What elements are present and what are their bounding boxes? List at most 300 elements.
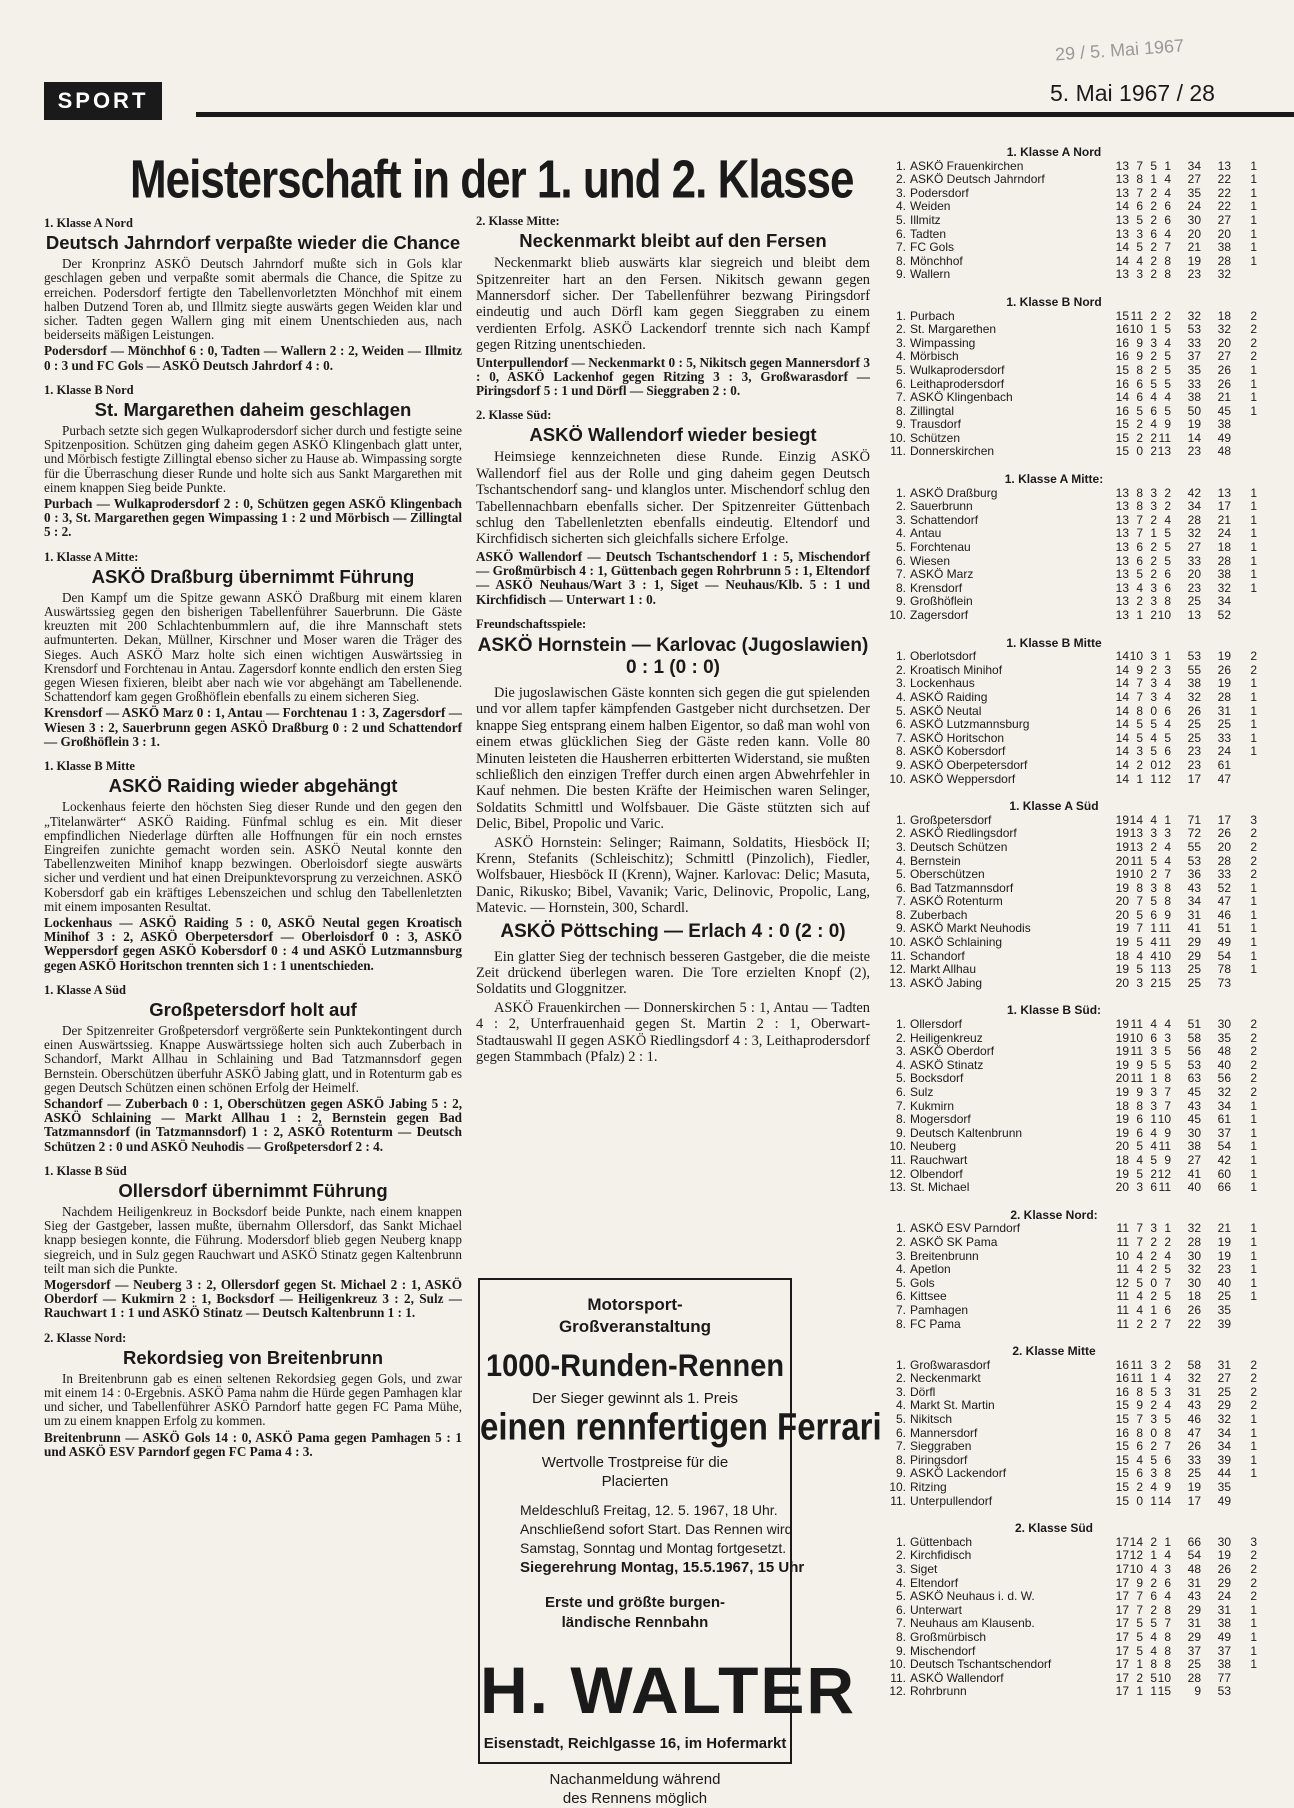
goals-for: 28 [1187,1234,1201,1249]
table-rank: 7. [895,240,906,255]
wins: 5 [1136,1139,1143,1154]
points: 2 [1250,1398,1257,1413]
points: 1 [1250,512,1257,527]
team-name: Piringsdorf [910,1453,968,1467]
team-name: Rauchwart [910,1153,968,1167]
games-played: 17 [1115,1562,1129,1576]
wins: 9 [1136,1057,1143,1072]
points: 1 [1250,1180,1257,1195]
losses: 9 [1164,907,1171,922]
games-played: 18 [1115,1098,1129,1113]
draws: 5 [1150,1152,1157,1167]
losses: 4 [1164,1548,1171,1563]
games-played: 19 [1115,812,1129,827]
league-table [884,146,1294,282]
losses: 4 [1164,390,1171,405]
table-row [884,609,1294,623]
team-name: Wiesen [910,554,951,568]
table-row [884,310,1294,324]
wins: 8 [1136,1384,1143,1399]
draws: 4 [1150,1629,1157,1644]
goals-for: 29 [1187,935,1201,950]
table-row [884,1590,1294,1604]
games-played: 19 [1115,880,1129,895]
points: 1 [1250,526,1257,541]
games-played: 17 [1115,1629,1129,1644]
points: 1 [1250,553,1257,568]
wins: 14 [1129,1534,1143,1549]
losses: 5 [1164,730,1171,745]
losses: 3 [1164,826,1171,841]
games-played: 19 [1115,867,1129,882]
points: 1 [1250,1112,1257,1127]
league-table [884,1345,1294,1508]
goals-for: 53 [1187,322,1201,337]
table-row [884,487,1294,501]
column-2 [476,214,870,1067]
points: 1 [1250,1289,1257,1304]
table-title: 1. Klasse B Nord [1006,294,1102,309]
table-title: 1. Klasse B Süd: [1006,1003,1102,1018]
ad-prize: einen rennfertigen Ferrari [480,1405,882,1448]
goals-against: 26 [1217,662,1231,677]
table-row [884,1154,1294,1168]
article-title: Deutsch Jahrndorf verpaßte wieder die Chance [45,232,461,254]
table-rank: 6. [895,376,906,391]
points: 1 [1250,1152,1257,1167]
table-row [884,1467,1294,1481]
table-row [884,1617,1294,1631]
goals-for: 43 [1187,1098,1201,1113]
table-rank: 12. [889,1684,906,1699]
ad-line: ländische Rennbahn [561,1614,709,1631]
points: 2 [1250,1030,1257,1045]
draws: 2 [1150,430,1157,445]
team-name: Großhöflein [910,595,973,609]
goals-against: 21 [1217,390,1231,405]
losses: 8 [1164,1071,1171,1086]
losses: 4 [1164,185,1171,200]
team-name: Mönchhof [910,254,963,268]
table-row [884,1250,1294,1264]
losses: 2 [1164,1234,1171,1249]
goals-for: 9 [1194,1684,1201,1699]
points: 1 [1250,1275,1257,1290]
points: 2 [1250,1017,1257,1032]
games-played: 14 [1115,240,1129,255]
team-name: Markt Allhau [910,963,977,977]
points: 1 [1250,485,1257,500]
points [1231,977,1257,991]
goals-against: 29 [1217,1398,1231,1413]
goals-for: 28 [1187,1670,1201,1685]
draws: 2 [1150,567,1157,582]
games-played: 13 [1115,512,1129,527]
team-name: Rohrbrunn [910,1685,967,1699]
table-row [884,814,1294,828]
games-played: 16 [1115,1384,1129,1399]
points: 2 [1250,1589,1257,1604]
goals-for: 23 [1187,744,1201,759]
table-rank: 6. [895,1602,906,1617]
table-row [884,909,1294,923]
points: 1 [1250,1248,1257,1263]
goals-for: 19 [1187,417,1201,432]
table-rank: 7. [895,1439,906,1454]
goals-for: 13 [1187,608,1201,622]
draws: 1 [1150,172,1157,187]
article-class: 1. Klasse B Nord [44,382,134,397]
goals-against: 73 [1217,975,1231,990]
draws: 3 [1150,1466,1157,1481]
goals-against: 35 [1217,1030,1231,1045]
wins: 8 [1136,703,1143,718]
goals-against: 35 [1217,1480,1231,1495]
games-played: 15 [1115,430,1129,445]
draws: 2 [1150,362,1157,377]
wins: 5 [1136,1275,1143,1290]
goals-against: 25 [1217,1289,1231,1304]
draws: 5 [1150,376,1157,391]
losses: 15 [1157,975,1171,990]
table-rank: 11. [890,1670,906,1685]
wins: 4 [1136,1248,1143,1263]
wins: 7 [1136,1602,1143,1617]
games-played: 19 [1115,1044,1129,1059]
wins: 1 [1136,1684,1143,1699]
table-row [884,1127,1294,1141]
goals-for: 32 [1187,1262,1201,1277]
team-name: ASKÖ Lackendorf [910,1467,1007,1481]
table-row [884,1304,1294,1318]
points [1231,1318,1257,1332]
wins: 6 [1136,1125,1143,1140]
goals-against: 26 [1217,1562,1231,1576]
table-rank: 8. [895,1629,906,1644]
team-name: Kukmirn [910,1099,955,1113]
advertisement [478,1278,882,1807]
wins: 7 [1136,921,1143,936]
wins: 5 [1136,935,1143,950]
table-rank: 8. [895,580,906,595]
article-class: 1. Klasse B Süd [44,1163,127,1178]
wins: 9 [1136,349,1143,364]
draws: 1 [1150,1493,1157,1508]
article-text: Den Kampf um die Spitze gewann ASKÖ Draßburg mit einem klaren Auswärtssieg gegen den bisherigen Tabellenführer Sauerbrunn. Die Gäste kreuzten mit 200 Schlachtenbummlern auf, die ihre Mannschaft stets aufmunterten. Dekan, Müllner, Kirschner und Moser waren die Träger des Sieges. Auch ASKÖ Marz holte sich einen wichtigen Auswärtssieg in Krensdorf und Forchtenau in Antau. Zagersdorf konnte endlich den ersten Sieg gegen Wiesen fixieren, bleibt aber nach wie vor abgehängt am Tabellenende. Schattendorf kam gegen Großhöflein ebenfalls zu einem sicheren Sieg. [44,589,462,705]
goals-for: 21 [1187,240,1201,255]
team-name: Eltendorf [910,1576,959,1590]
article-title: ASKÖ Draßburg übernimmt Führung [91,565,415,587]
draws: 2 [1150,512,1157,527]
losses: 4 [1164,335,1171,350]
team-name: Krensdorf [910,581,963,595]
goals-against: 27 [1217,349,1231,364]
points: 1 [1250,689,1257,704]
table-row [884,1658,1294,1672]
goals-against: 19 [1217,676,1231,691]
table-row [884,650,1294,664]
team-name: ASKÖ Kobersdorf [910,745,1006,759]
draws: 0 [1150,757,1157,772]
losses: 8 [1164,594,1171,609]
wins: 11 [1130,1357,1143,1372]
table-row [884,228,1294,242]
table-rank: 12. [889,1166,906,1181]
losses: 7 [1164,1085,1171,1099]
goals-against: 28 [1217,253,1231,268]
column-1 [44,216,462,1461]
losses: 5 [1164,1289,1171,1304]
team-name: Bernstein [910,854,961,868]
goals-against: 51 [1217,921,1231,936]
table-row [884,595,1294,609]
wins: 8 [1136,880,1143,895]
table-rank: 5. [895,1412,906,1427]
ad-line: Placierten [601,1473,669,1490]
goals-against: 39 [1217,1316,1231,1331]
wins: 5 [1136,1643,1143,1658]
goals-against: 21 [1217,1221,1231,1236]
goals-for: 37 [1187,1643,1201,1658]
wins: 9 [1136,335,1143,350]
table-row [884,705,1294,719]
wins: 4 [1136,1302,1143,1317]
points: 1 [1250,390,1257,405]
article-title: Großpetersdorf holt auf [149,998,357,1020]
table-rank: 2. [895,1371,906,1386]
losses: 10 [1157,1112,1171,1127]
table-row [884,1413,1294,1427]
table-row [884,555,1294,569]
table-rank: 1. [895,649,906,664]
draws: 2 [1150,253,1157,268]
wins: 4 [1136,1289,1143,1304]
wins: 5 [1136,403,1143,418]
team-name: Neuhaus am Klausenb. [910,1617,1035,1631]
table-rank: 8. [895,1112,906,1127]
goals-against: 26 [1217,362,1231,377]
article-class: 1. Klasse A Nord [44,216,133,230]
draws: 6 [1150,1589,1157,1604]
losses: 5 [1164,1412,1171,1427]
losses: 3 [1164,1562,1171,1576]
table-rank: 3. [895,1248,906,1263]
team-name: Schützen [910,431,961,445]
losses: 11 [1158,1180,1171,1195]
losses: 3 [1164,1030,1171,1045]
wins: 7 [1136,676,1143,691]
goals-against: 13 [1217,158,1231,173]
table-rank: 2. [895,1234,906,1249]
wins: 5 [1136,1629,1143,1644]
goals-for: 32 [1187,526,1201,541]
goals-against: 29 [1217,1575,1231,1590]
table-rank: 6. [895,553,906,568]
wins: 8 [1136,172,1143,187]
team-name: Trausdorf [910,418,961,432]
team-name: ASKÖ Stinatz [910,1058,984,1072]
games-played: 14 [1115,717,1129,732]
goals-for: 18 [1187,1289,1201,1304]
draws: 2 [1150,553,1157,568]
losses: 4 [1164,689,1171,704]
goals-against: 53 [1217,1684,1231,1699]
goals-for: 29 [1187,1602,1201,1617]
article-text: In Breitenbrunn gab es einen seltenen Rekordsieg gegen Gols, und zwar mit einem 14 : 0-Ergebnis. ASKÖ Pama nahm die Hürde gegen Pamhagen klar und sicher, und Tabellenführer ASKÖ Parndorf hatte gegen FC Pama Mühe, um zu einem knappen Erfolg zu kommen. [44,1370,462,1429]
points: 1 [1250,1643,1257,1658]
goals-against: 32 [1217,1085,1231,1099]
table-row [884,827,1294,841]
goals-against: 42 [1217,1152,1231,1167]
ad-line: Wertvolle Trostpreise für die [541,1454,729,1471]
losses: 5 [1164,1044,1171,1059]
draws: 2 [1150,1316,1157,1331]
ad-event-title: 1000-Runden-Rennen [485,1348,785,1384]
losses: 4 [1164,1589,1171,1604]
points [1231,759,1257,773]
wins: 6 [1136,1112,1143,1127]
games-played: 16 [1115,322,1129,337]
goals-for: 46 [1187,1412,1201,1427]
table-rank: 10. [889,935,906,950]
table-rank: 1. [895,1534,906,1549]
table-rank: 5. [895,867,906,882]
goals-against: 48 [1217,444,1231,459]
table-row [884,745,1294,759]
losses: 8 [1164,1629,1171,1644]
article-class: 1. Klasse A Süd [44,982,126,997]
wins: 2 [1136,594,1143,609]
article-title: Rekordsieg von Breitenbrunn [122,1346,384,1368]
losses: 9 [1164,1480,1171,1495]
table-row [884,418,1294,432]
table-row [884,1536,1294,1550]
wins: 14 [1129,812,1143,827]
losses: 12 [1157,757,1171,772]
games-played: 14 [1115,199,1129,214]
draws: 5 [1150,853,1157,868]
games-played: 15 [1115,362,1129,377]
team-name: Podersdorf [910,186,969,200]
losses: 13 [1157,444,1171,459]
games-played: 19 [1115,1085,1129,1099]
table-row [884,1577,1294,1591]
points: 1 [1250,1452,1257,1467]
goals-for: 23 [1187,757,1201,772]
table-title: 1. Klasse B Mitte [1006,635,1102,650]
draws: 4 [1150,935,1157,950]
losses: 9 [1164,417,1171,432]
table-row [884,773,1294,787]
table-rank: 4. [895,1398,906,1413]
table-rank: 2. [895,662,906,677]
goals-for: 29 [1187,1629,1201,1644]
wins: 4 [1136,580,1143,595]
goals-against: 19 [1217,1248,1231,1263]
table-row [884,1072,1294,1086]
team-name: Deutsch Schützen [910,840,1008,854]
points: 1 [1250,1629,1257,1644]
goals-against: 20 [1217,335,1231,350]
losses: 2 [1164,485,1171,500]
table-row [884,1290,1294,1304]
games-played: 13 [1115,212,1129,227]
table-row [884,1018,1294,1032]
team-name: ASKÖ ESV Parndorf [910,1222,1021,1236]
team-name: Großmürbisch [910,1630,987,1644]
goals-against: 49 [1217,1629,1231,1644]
points: 3 [1250,1534,1257,1549]
team-name: Kroatisch Minihof [910,663,1003,677]
goals-for: 38 [1187,676,1201,691]
games-played: 17 [1115,1684,1129,1699]
games-played: 15 [1115,1466,1129,1481]
games-played: 19 [1115,935,1129,950]
table-rank: 13. [889,975,906,990]
table-title: 2. Klasse Nord: [1010,1207,1098,1222]
draws: 1 [1150,322,1157,337]
goals-for: 14 [1187,430,1201,445]
article-text: Purbach setzte sich gegen Wulkaprodersdorf sicher durch und festigte seine Spitzenposition. Schützen ging daheim gegen ASKÖ Klingenbach glatt unter, und Mörbisch festigte Zillingtal ebenso sicher zu Hause ab. Wimpassing sorgte für die Überraschung dieser Runde und holte sich aus Sankt Margarethen mit einem knappen Sieg beide Punkte. [44,423,462,495]
goals-against: 34 [1217,594,1231,609]
points: 1 [1250,1234,1257,1249]
games-played: 17 [1115,1575,1129,1590]
table-rank: 9. [895,594,906,609]
wins: 12 [1129,1548,1143,1563]
team-name: Wallern [910,268,951,282]
team-name: ASKÖ Riedlingsdorf [910,827,1017,841]
goals-against: 32 [1217,267,1231,282]
table-rank: 5. [895,1071,906,1086]
draws: 3 [1150,1085,1157,1099]
team-name: ASKÖ Oberpetersdorf [910,758,1028,772]
team-name: Zuberbach [910,908,968,922]
table-row [884,1645,1294,1659]
article-results: Unterpullendorf — Neckenmarkt 0 : 5, Nikitsch gegen Mannersdorf 3 : 0, ASKÖ Lackenhof gegen Ritzing 3 : 3, Großwarasdorf — Piringsdorf 5 : 1 und Dörfl — Sieggraben 2 : 0. [476,354,870,399]
team-name: Güttenbach [910,1535,973,1549]
points: 2 [1250,1371,1257,1386]
table-row [884,1372,1294,1386]
ad-brand: H. WALTER [480,1653,857,1727]
league-table [884,1004,1294,1194]
table-row [884,882,1294,896]
goals-against: 22 [1217,199,1231,214]
points: 1 [1250,499,1257,514]
table-row [884,1222,1294,1236]
goals-for: 41 [1187,1166,1201,1181]
goals-against: 31 [1217,703,1231,718]
team-name: ASKÖ Neutal [910,704,982,718]
losses: 8 [1164,1466,1171,1481]
draws: 2 [1150,240,1157,255]
games-played: 11 [1116,1262,1129,1277]
games-played: 17 [1115,1643,1129,1658]
goals-for: 53 [1187,853,1201,868]
games-played: 19 [1115,962,1129,977]
wins: 11 [1130,1071,1143,1086]
table-rank: 7. [895,1616,906,1631]
points: 1 [1250,362,1257,377]
goals-against: 54 [1217,948,1231,963]
ad-line: Motorsport- [587,1295,683,1314]
table-row [884,868,1294,882]
points: 1 [1250,240,1257,255]
table-row [884,323,1294,337]
wins: 7 [1136,1221,1143,1236]
table-row [884,1113,1294,1127]
points: 2 [1250,1548,1257,1563]
wins: 13 [1129,839,1143,854]
